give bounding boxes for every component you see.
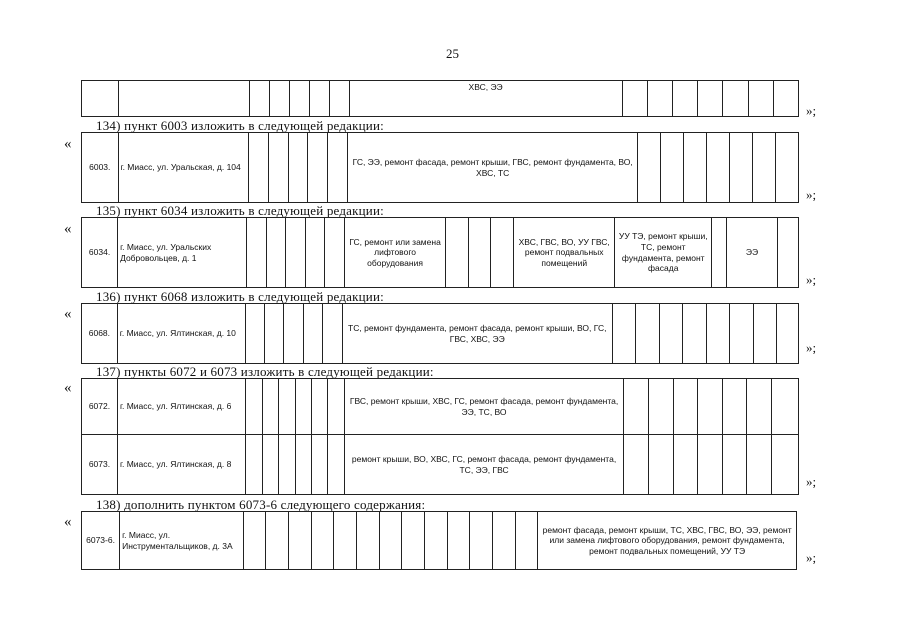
opening-quote: «: [64, 306, 72, 322]
address: г. Миасс, ул. Инструментальщиков, д. 3А: [120, 512, 244, 570]
section-heading: 136) пункт 6068 изложить в следующей редакции:: [96, 289, 384, 304]
item-number: 6072.: [82, 379, 118, 435]
item-number: 6003.: [82, 133, 119, 203]
closing-quote: »;: [806, 103, 817, 118]
section-heading: 134) пункт 6003 изложить в следующей редакции:: [96, 118, 384, 133]
table-row: [81, 217, 799, 288]
opening-quote: «: [64, 221, 72, 237]
table-row: [82, 379, 799, 435]
item-number: 6034.: [82, 218, 118, 288]
page-number: 25: [446, 46, 459, 61]
works-cell: ХВС, ЭЭ: [349, 81, 622, 117]
item-number: 6073.: [82, 435, 118, 495]
works-cell: ГС, ремонт или замена лифтового оборудования: [345, 218, 446, 288]
works-cell: УУ ТЭ, ремонт крыши, ТС, ремонт фундамента, ремонт фасада: [615, 218, 712, 288]
address: г. Миасс, ул. Уральских Добровольцев, д. 1: [118, 218, 247, 288]
table-row: [81, 303, 799, 364]
opening-quote: «: [64, 514, 72, 530]
section-heading: 138) дополнить пунктом 6073-6 следующего содержания:: [96, 497, 426, 512]
closing-quote: »;: [806, 272, 817, 287]
address: г. Миасс, ул. Ялтинская, д. 8: [117, 435, 245, 495]
closing-quote: »;: [806, 474, 817, 489]
works-cell: ТС, ремонт фундамента, ремонт фасада, ремонт крыши, ВО, ГС, ГВС, ХВС, ЭЭ: [342, 304, 612, 364]
works-cell: ХВС, ГВС, ВО, УУ ГВС, ремонт подвальных помещений: [514, 218, 615, 288]
works-cell: ГВС, ремонт крыши, ХВС, ГС, ремонт фасада, ремонт фундамента, ЭЭ, ТС, ВО: [344, 379, 623, 435]
closing-quote: »;: [806, 340, 817, 355]
section-heading: 135) пункт 6034 изложить в следующей редакции:: [96, 203, 384, 218]
works-cell: ремонт крыши, ВО, ХВС, ГС, ремонт фасада, ремонт фундамента, ТС, ЭЭ, ГВС: [344, 435, 623, 495]
opening-quote: «: [64, 380, 72, 396]
closing-quote: »;: [806, 550, 817, 565]
section-heading: 137) пункты 6072 и 6073 изложить в следующей редакции:: [96, 364, 434, 379]
address: г. Миасс, ул. Уральская, д. 104: [118, 133, 248, 203]
table-row: [81, 511, 797, 570]
table-row-continuation: [81, 80, 799, 117]
table-row: [82, 435, 799, 495]
table-rows: [81, 378, 799, 495]
works-cell: ЭЭ: [726, 218, 778, 288]
closing-quote: »;: [806, 187, 817, 202]
item-number: 6073-6.: [82, 512, 120, 570]
works-cell: ГС, ЭЭ, ремонт фасада, ремонт крыши, ГВС, ремонт фундамента, ВО, ХВС, ТС: [348, 133, 638, 203]
table-row: [81, 132, 799, 203]
works-cell: ремонт фасада, ремонт крыши, ТС, ХВС, ГВС, ВО, ЭЭ, ремонт или замена лифтового оборудования, ремонт фундамента, ремонт подвальных помещений, УУ ТЭ: [538, 512, 797, 570]
address: г. Миасс, ул. Ялтинская, д. 10: [117, 304, 245, 364]
address: г. Миасс, ул. Ялтинская, д. 6: [117, 379, 245, 435]
item-number: 6068.: [82, 304, 118, 364]
opening-quote: «: [64, 136, 72, 152]
